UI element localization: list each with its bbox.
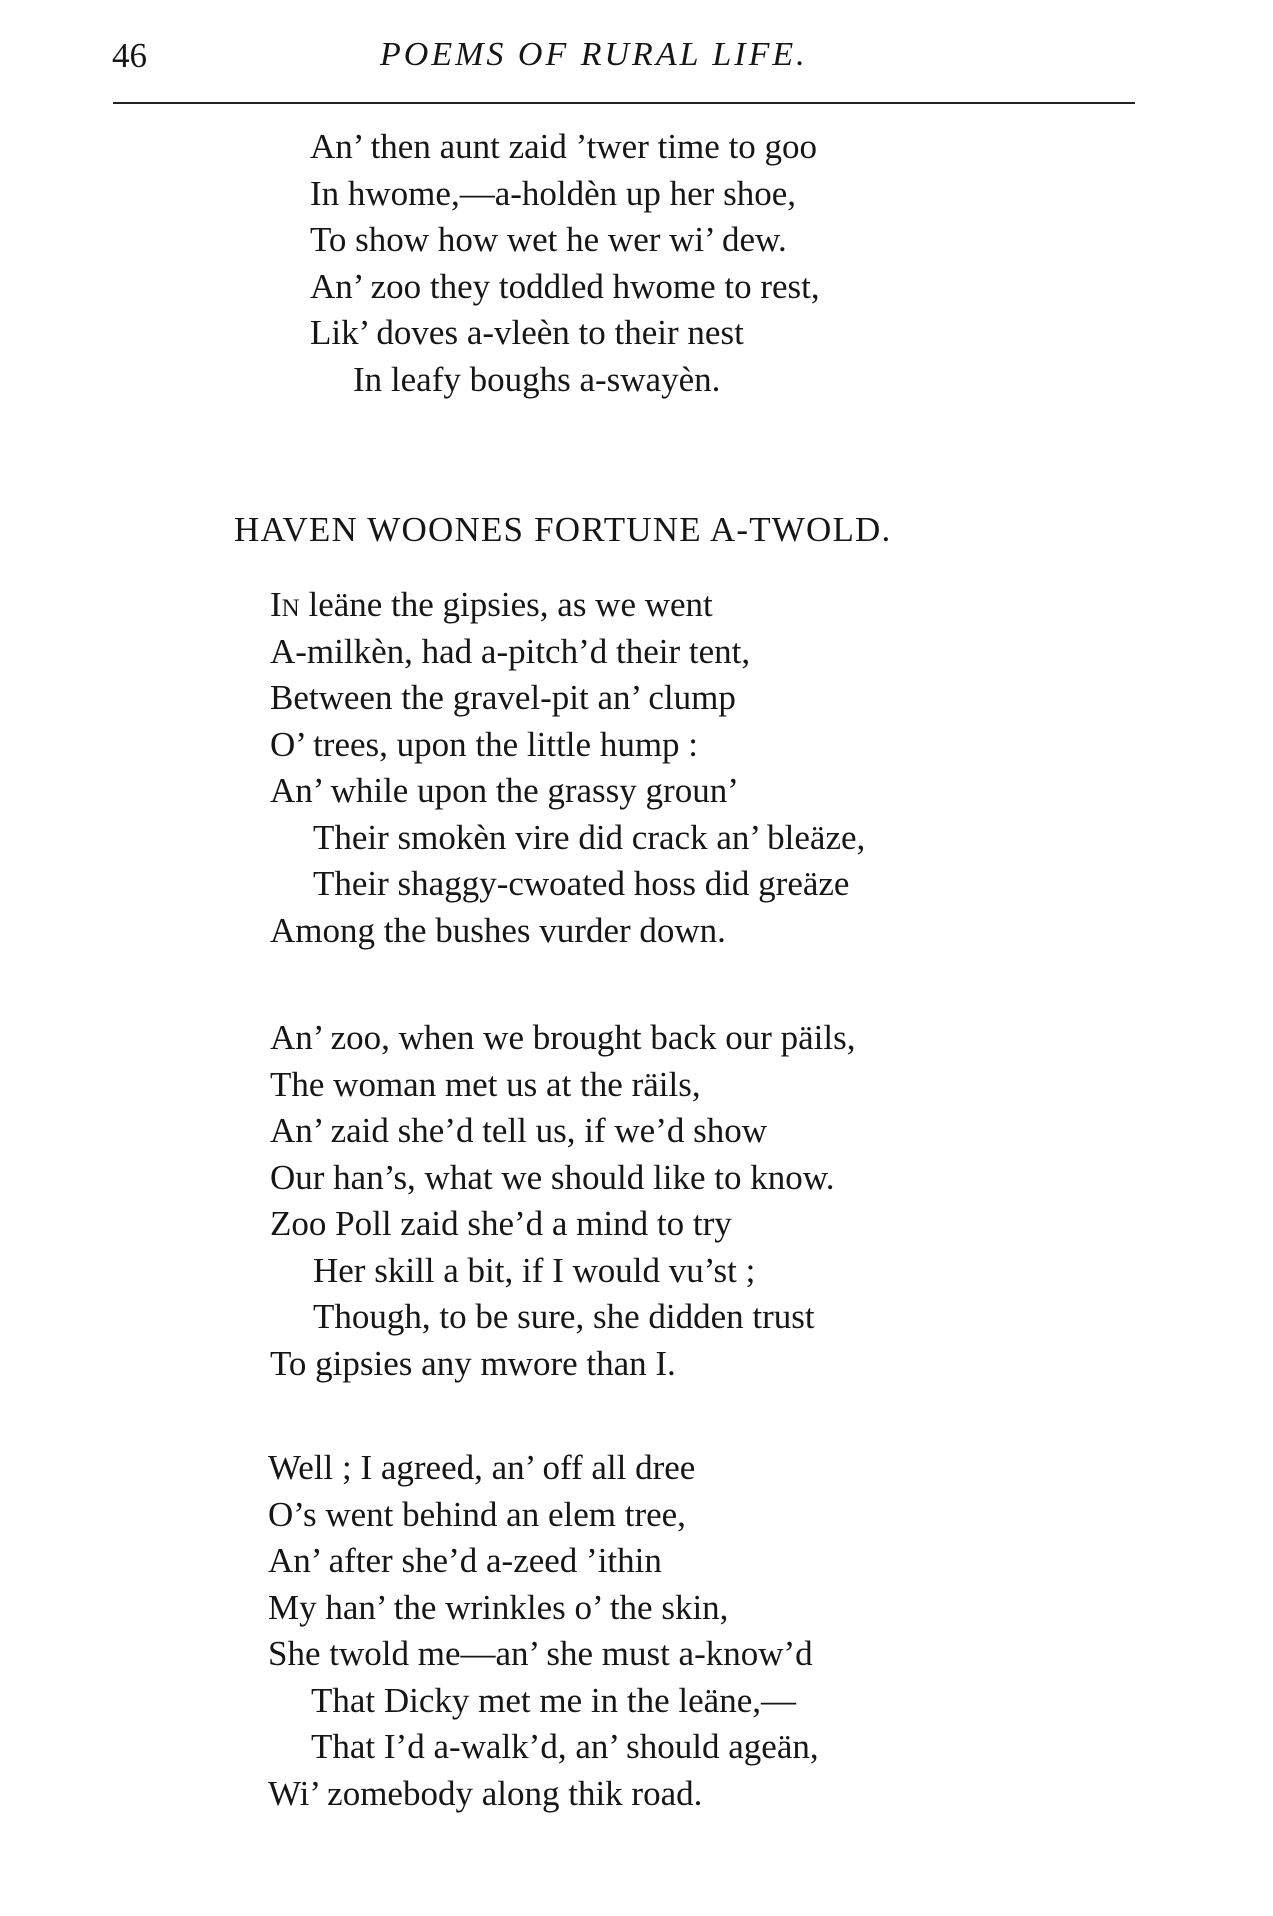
- verse-line: She twold me—an’ she must a-know’d: [268, 1634, 813, 1673]
- verse-line: Among the bushes vurder down.: [270, 910, 726, 950]
- verse-line: Zoo Poll zaid she’d a mind to try: [270, 1204, 732, 1243]
- verse-line: Her skill a bit, if I would vu’st ;: [313, 1250, 756, 1290]
- poem-title: HAVEN WOONES FORTUNE A-TWOLD.: [234, 510, 892, 549]
- verse-line: Their shaggy-cwoated hoss did greäze: [313, 864, 850, 903]
- verse-line: O’ trees, upon the little hump :: [270, 724, 699, 764]
- verse-line: An’ while upon the grassy groun’: [270, 771, 739, 810]
- page-header: [0, 36, 1273, 86]
- stanza-2: [270, 1015, 855, 1387]
- verse-line: In leafy boughs a-swayèn.: [353, 359, 721, 399]
- verse-line: An’ after she’d a-zeed ’ithin: [268, 1541, 662, 1580]
- verse-line: An’ zoo, when we brought back our päils,: [270, 1018, 856, 1057]
- verse-line: A-milkèn, had a-pitch’d their tent,: [270, 631, 751, 671]
- verse-line: The woman met us at the räils,: [270, 1064, 701, 1104]
- verse-line: [270, 582, 865, 629]
- verse-line-rest: leäne the gipsies, as we went: [299, 585, 713, 624]
- header-rule: [113, 102, 1135, 104]
- verse-line: An’ then aunt zaid ’twer time to goo: [310, 127, 818, 166]
- verse-line: Though, to be sure, she didden trust: [313, 1297, 815, 1336]
- verse-line: An’ zoo they toddled hwome to rest,: [310, 266, 820, 306]
- stanza-1: [270, 582, 865, 954]
- page-number: 46: [112, 36, 147, 75]
- verse-line: O’s went behind an elem tree,: [268, 1494, 686, 1534]
- stanza-3: [268, 1445, 819, 1817]
- verse-line: Between the gravel-pit an’ clump: [270, 678, 736, 717]
- running-title: POEMS OF RURAL LIFE.: [380, 36, 808, 73]
- drop-word: In: [270, 585, 300, 624]
- verse-line: Well ; I agreed, an’ off all dree: [268, 1448, 696, 1487]
- verse-line: My han’ the wrinkles o’ the skin,: [268, 1587, 729, 1627]
- verse-line: To gipsies any mwore than I.: [270, 1343, 676, 1383]
- verse-line: In hwome,—a-holdèn up her shoe,: [310, 173, 796, 213]
- continuation-stanza: [310, 124, 820, 404]
- verse-line: That I’d a-walk’d, an’ should ageän,: [311, 1727, 819, 1766]
- verse-line: An’ zaid she’d tell us, if we’d show: [270, 1111, 768, 1150]
- verse-line: Wi’ zomebody along thik road.: [268, 1773, 703, 1813]
- verse-line: To show how wet he wer wi’ dew.: [310, 220, 787, 260]
- verse-line: Lik’ doves a-vleèn to their nest: [310, 313, 744, 353]
- verse-line: Our han’s, what we should like to know.: [270, 1157, 835, 1197]
- verse-line: Their smokèn vire did crack an’ bleäze,: [313, 817, 866, 857]
- verse-line: That Dicky met me in the leäne,—: [311, 1680, 796, 1720]
